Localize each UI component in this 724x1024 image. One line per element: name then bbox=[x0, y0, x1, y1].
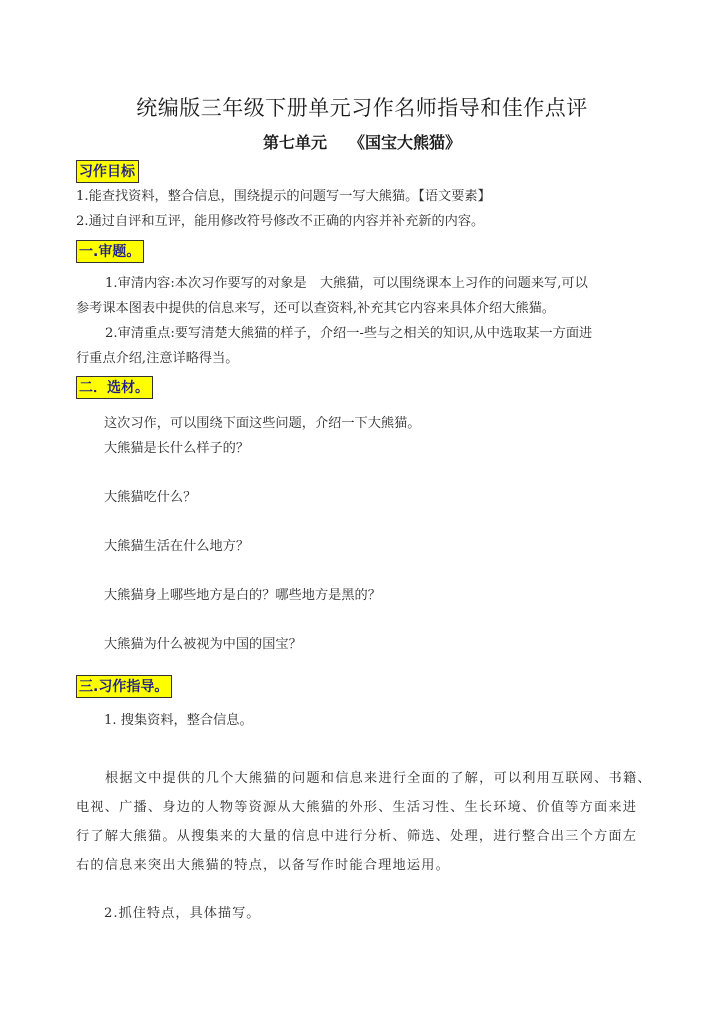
guidance-paragraph-line: 行了解大熊猫。从搜集来的大量的信息中进行分析、筛选、处理，进行整合出三个方面左 bbox=[76, 829, 638, 844]
topic-label: 《国宝大熊猫》 bbox=[349, 133, 462, 152]
unit-label: 第七单元 bbox=[262, 133, 327, 152]
material-question: 大熊猫生活在什么地方？ bbox=[104, 539, 250, 554]
material-question: 大熊猫身上哪些地方是白的？哪些地方是黑的？ bbox=[104, 588, 381, 603]
section-heading-review: 一.审题。 bbox=[76, 240, 144, 263]
goal-item: 2.通过自评和互评，能用修改符号修改不正确的内容并补充新的内容。 bbox=[76, 214, 485, 229]
guidance-paragraph-line: 电视、广播、身边的人物等资源从大熊猫的外形、生活习性、生长环境、价值等方面来进 bbox=[76, 800, 638, 815]
review-line: 2.审清重点:要写清楚大熊猫的样子，介绍一-些与之相关的知识,从中选取某一方面进 bbox=[105, 326, 593, 341]
material-question: 大熊猫是长什么样子的？ bbox=[104, 441, 250, 456]
material-question: 大熊猫吃什么？ bbox=[104, 490, 197, 505]
review-line: 1.审清内容:本次习作要写的对象是 大熊猫，可以围绕课本上习作的问题来写,可以 bbox=[105, 276, 588, 291]
guidance-paragraph-line: 右的信息来突出大熊猫的特点，以备写作时能合理地运用。 bbox=[76, 858, 451, 873]
guidance-step-title: 1. 搜集资料，整合信息。 bbox=[104, 713, 253, 728]
document-subtitle bbox=[0, 130, 724, 153]
material-question: 大熊猫为什么被视为中国的国宝？ bbox=[104, 637, 302, 652]
review-line: 行重点介绍,注意详略得当。 bbox=[76, 351, 239, 366]
section-heading-material: 二．选材。 bbox=[76, 376, 153, 399]
goal-item: 1.能查找资料，整合信息，围绕提示的问题写一写大熊猫。【语文要素】 bbox=[76, 189, 491, 204]
section-heading-guidance: 三.习作指导。 bbox=[76, 675, 172, 698]
review-line: 参考课本图表中提供的信息来写，还可以查资料,补充其它内容来具体介绍大熊猫。 bbox=[76, 301, 555, 316]
guidance-step-title: 2.抓住特点，具体描写。 bbox=[104, 906, 261, 921]
material-intro: 这次习作，可以围绕下面这些问题，介绍一下大熊猫。 bbox=[104, 416, 421, 431]
guidance-paragraph-line: 根据文中提供的几个大熊猫的问题和信息来进行全面的了解，可以利用互联网、书籍、 bbox=[105, 771, 652, 786]
section-heading-goals: 习作目标 bbox=[76, 160, 139, 183]
document-title: 统编版三年级下册单元习作名师指导和佳作点评 bbox=[136, 96, 588, 120]
